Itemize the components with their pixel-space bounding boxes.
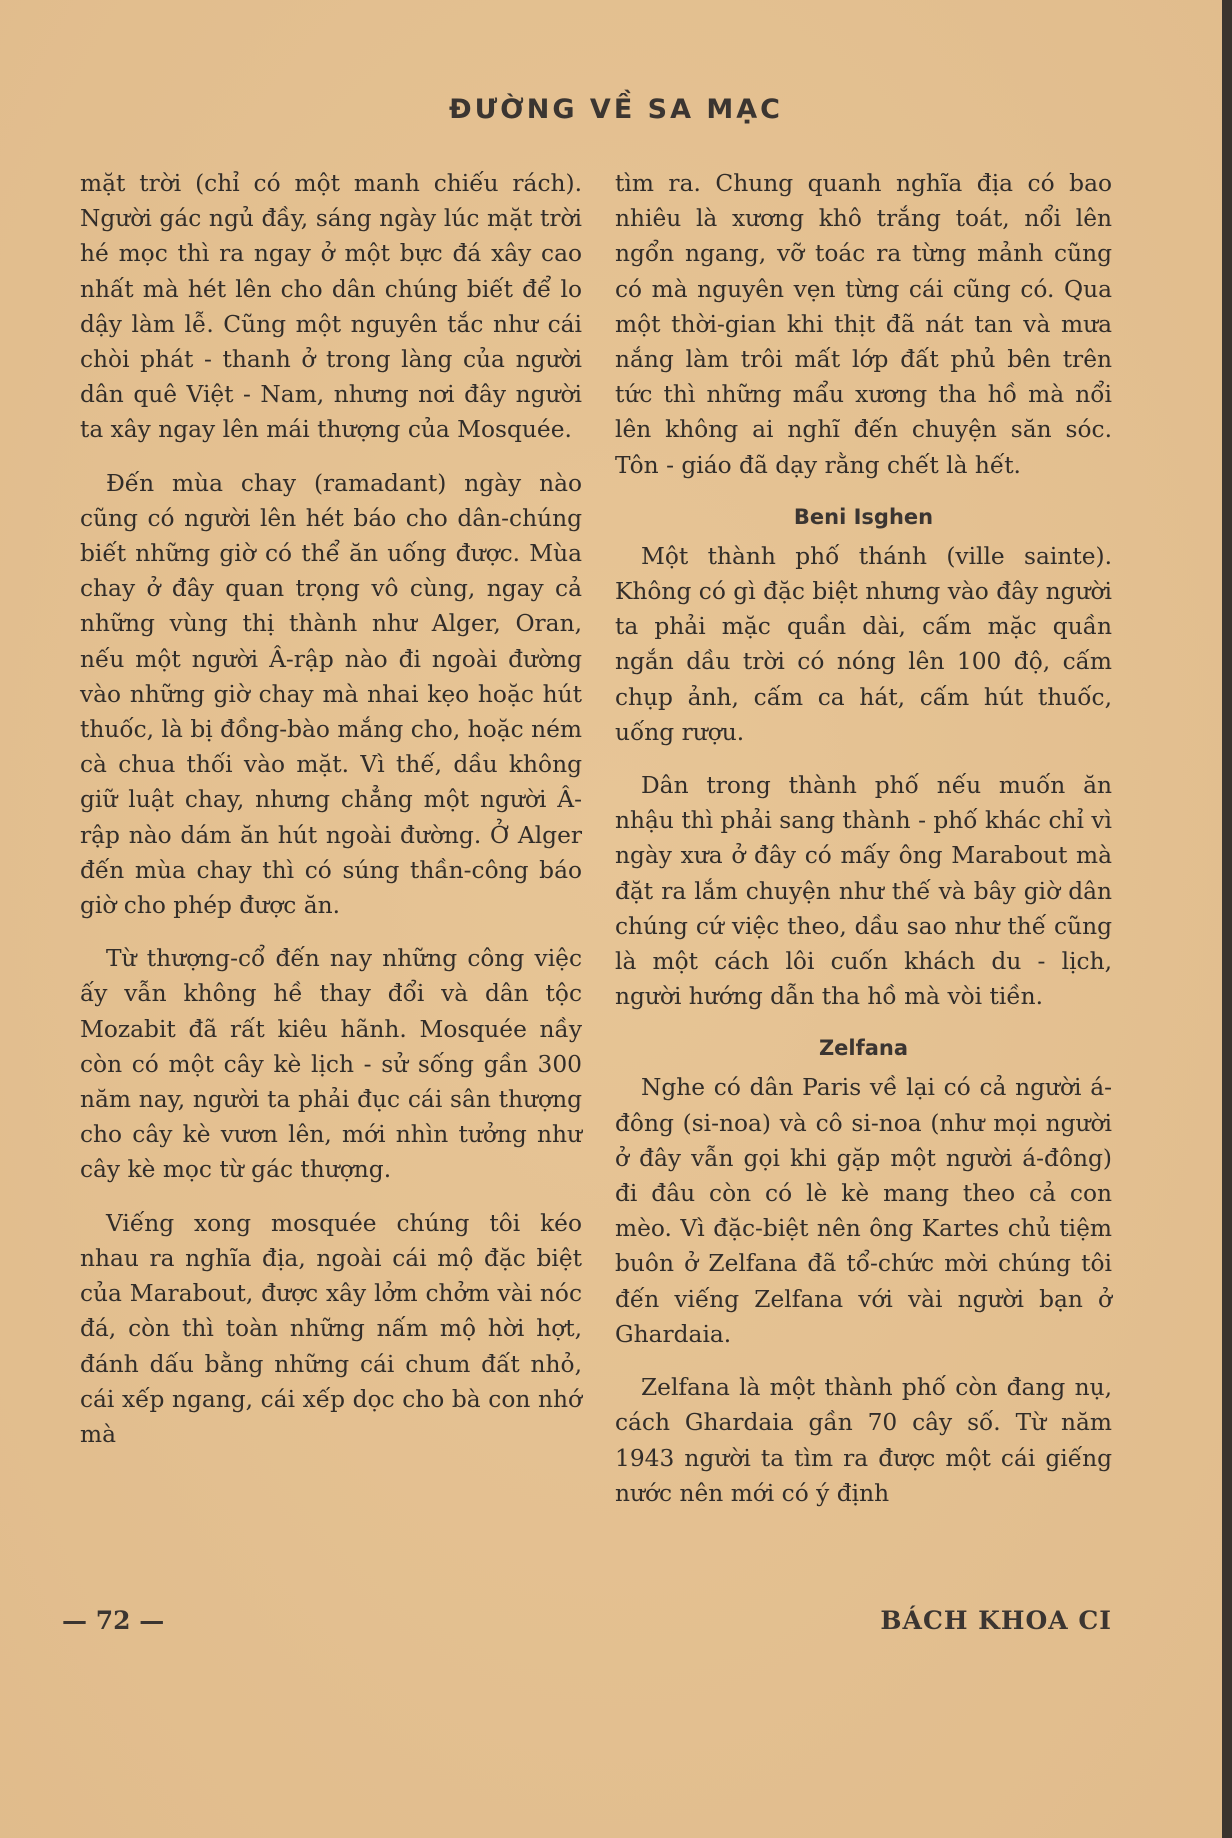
left-paragraph-2: Đến mùa chay (ramadant) ngày nào cũng có người lên hét báo cho dân-chúng biết những giờ có thể ăn uống được. Mùa chay ở đây quan trọng vô cùng, ngay cả những vùng thị thành như Alger, Oran, nếu một người Â-rập nào đi ngoài đường vào những giờ chay mà nhai kẹo hoặc hút thuốc, là bị đồng-bào mắng cho, hoặc ném cà chua thối vào mặt. Vì thế, dầu không giữ luật chay, nhưng chẳng một người Â-rập nào dám ăn hút ngoài đường. Ở Alger đến mùa chay thì có súng thần-công báo giờ cho phép được ăn.: [80, 469, 582, 920]
magazine-name: BÁCH KHOA CI: [880, 1606, 1112, 1635]
right-intro-paragraph: tìm ra. Chung quanh nghĩa địa có bao nhiêu là xương khô trắng toát, nổi lên ngổn ngang, vỡ toác ra từng mảnh cũng có mà nguyên vẹn từng cái cũng có. Qua một thời-gian khi thịt đã nát tan và mưa nắng làm trôi mất lớp đất phủ bên trên tức thì những mẩu xương tha hồ mà nổi lên không ai nghĩ đến chuyện săn sóc. Tôn - giáo đã dạy rằng chết là hết.: [615, 170, 1112, 479]
left-paragraph-4: Viếng xong mosquée chúng tôi kéo nhau ra nghĩa địa, ngoài cái mộ đặc biệt của Marabout, được xây lởm chởm vài nóc đá, còn thì toàn những nấm mộ hời hợt, đánh dấu bằng những cái chum đất nhỏ, cái xếp ngang, cái xếp dọc cho bà con nhớ mà: [80, 1209, 582, 1448]
page-number: — 72 —: [62, 1606, 165, 1635]
running-title: ĐƯỜNG VỀ SA MẠC: [449, 94, 783, 125]
beni-paragraph-2: Dân trong thành phố nếu muốn ăn nhậu thì phải sang thành - phố khác chỉ vì ngày xưa ở đây có mấy ông Marabout mà đặt ra lắm chuyện như thế và bây giờ dân chúng cứ việc theo, dầu sao như thế cũng là một cách lôi cuốn khách du - lịch, người hướng dẫn tha hồ mà vòi tiền.: [615, 772, 1112, 1011]
page-edge-shadow: [1222, 0, 1232, 1838]
left-column: [80, 166, 582, 1470]
left-paragraph-3: Từ thượng-cổ đến nay những công việc ấy vẫn không hề thay đổi và dân tộc Mozabit đã rất kiêu hãnh. Mosquée nầy còn có một cây kè lịch - sử sống gần 300 năm nay, người ta phải đục cái sân thượng cho cây kè vươn lên, mới nhìn tưởng như cây kè mọc từ gác thượng.: [80, 945, 582, 1184]
zelfana-paragraph-2: Zelfana là một thành phố còn đang nụ, cách Ghardaia gần 70 cây số. Từ năm 1943 người ta tìm ra được một cái giếng nước nên mới có ý định: [615, 1374, 1112, 1507]
beni-paragraph-1: Một thành phố thánh (ville sainte). Không có gì đặc biệt nhưng vào đây người ta phải mặc quần dài, cấm mặc quần ngắn dầu trời có nóng lên 100 độ, cấm chụp ảnh, cấm ca hát, cấm hút thuốc, uống rượu.: [615, 542, 1112, 746]
section-heading-zelfana: Zelfana: [818, 1036, 909, 1061]
section-heading-beni-isghen: Beni Isghen: [793, 504, 934, 529]
left-paragraph-1: mặt trời (chỉ có một manh chiếu rách). Người gác ngủ đầy, sáng ngày lúc mặt trời hé mọc thì ra ngay ở một bực đá xây cao nhất mà hét lên cho dân chúng biết để lo dậy làm lễ. Cũng một nguyên tắc như cái chòi phát - thanh ở trong làng của người dân quê Việt - Nam, nhưng nơi đây người ta xây ngay lên mái thượng của Mosquée.: [80, 170, 582, 444]
zelfana-paragraph-1: Nghe có dân Paris về lại có cả người á-đông (si-noa) và cô si-noa (như mọi người ở đây vẫn gọi khi gặp một người á-đông) đi đâu còn có lè kè mang theo cả con mèo. Vì đặc-biệt nên ông Kartes chủ tiệm buôn ở Zelfana đã tổ-chức mời chúng tôi đến viếng Zelfana với vài người bạn ở Ghardaia.: [615, 1074, 1112, 1348]
right-column: [615, 166, 1112, 1529]
